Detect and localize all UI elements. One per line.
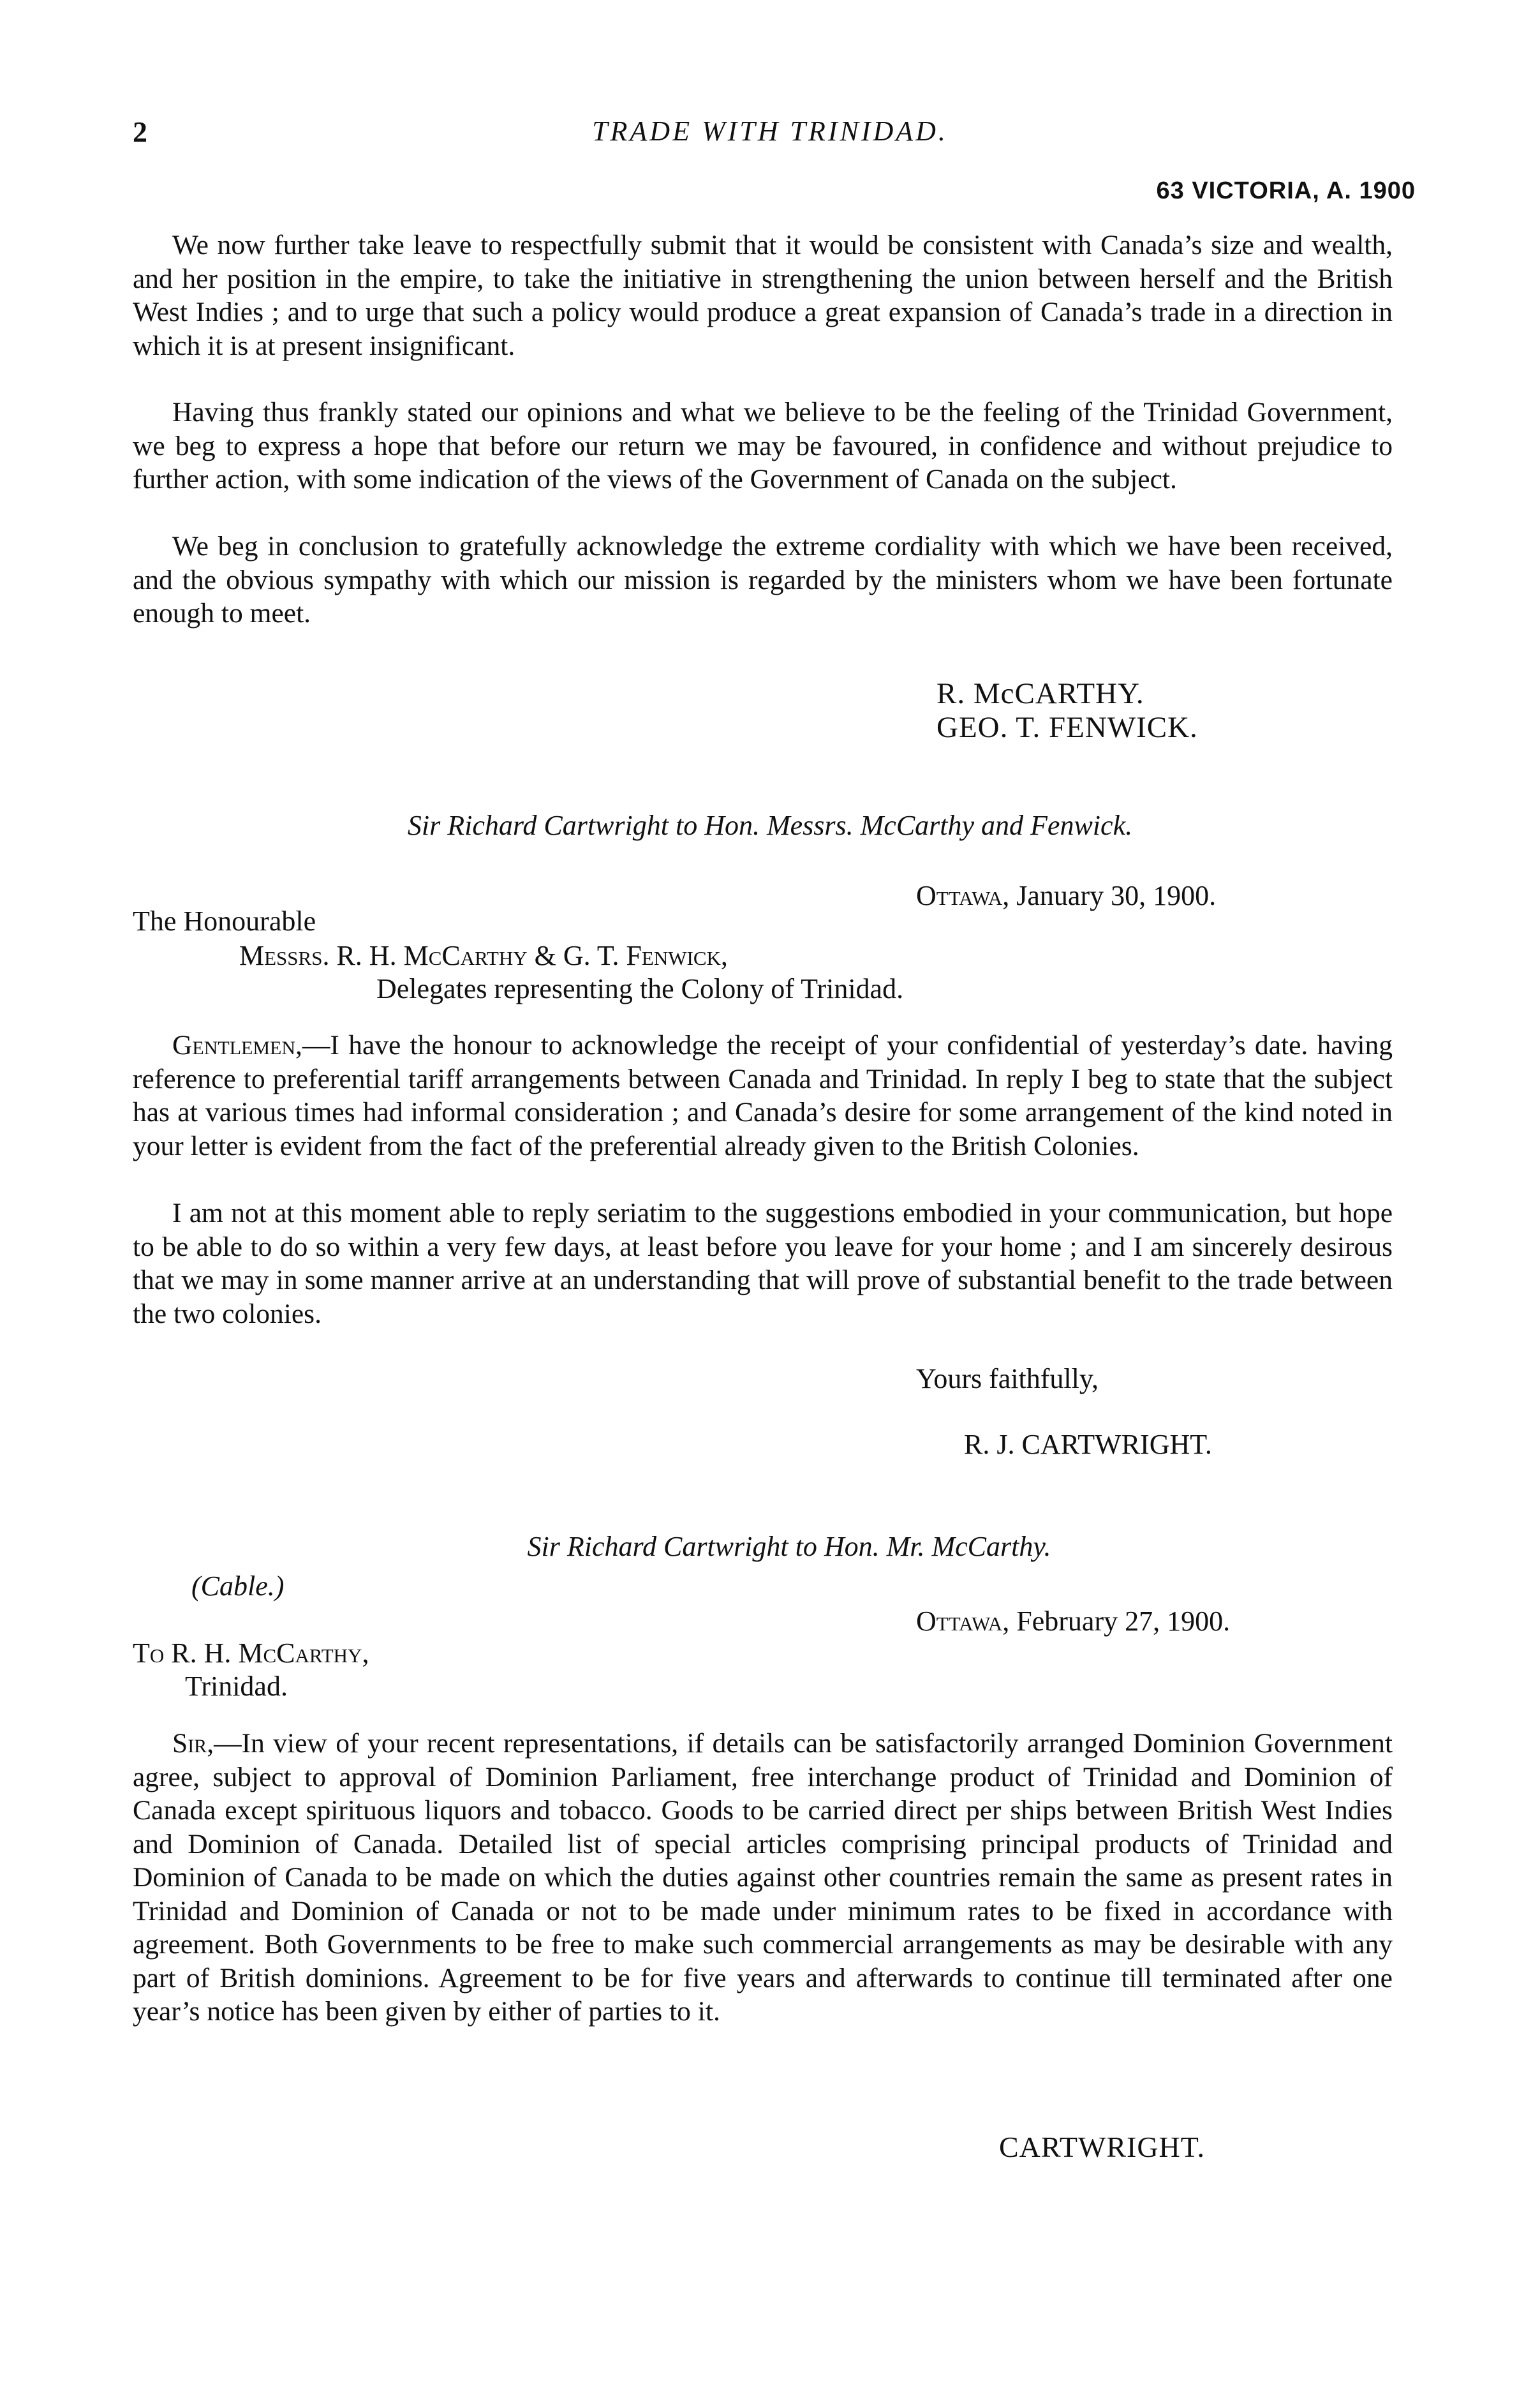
- letter-dateline: [916, 879, 1216, 912]
- signatory: R. McCARTHY.: [937, 677, 1144, 710]
- body-paragraph: Having thus frankly stated our opinions and what we believe to be the feeling of the Trinidad Government, we beg to express a hope that before our return we may be favoured, in confidence and without prejudice to further action, with some indication of the views of the Government of Canada on the subject.: [133, 397, 1393, 495]
- running-title: TRADE WITH TRINIDAD.: [592, 115, 948, 147]
- page-number: 2: [133, 115, 147, 148]
- dateline-date: February 27, 1900.: [1016, 1605, 1231, 1637]
- address-line: Messrs. R. H. McCarthy & G. T. Fenwick,: [239, 940, 728, 971]
- letter-signature: R. J. CARTWRIGHT.: [964, 1429, 1212, 1460]
- address-line: Delegates representing the Colony of Trinidad.: [376, 973, 904, 1004]
- body-paragraph: We beg in conclusion to gratefully acknowledge the extreme cordiality with which we have been received, and the obvious sympathy with which our mission is regarded by the ministers whom we have been fortunate enough to meet.: [133, 531, 1393, 629]
- address-line: To R. H. McCarthy,: [133, 1637, 369, 1669]
- session-label: 63 VICTORIA, A. 1900: [1156, 177, 1416, 204]
- signatory: GEO. T. FENWICK.: [937, 711, 1198, 744]
- paragraph-text: —I have the honour to acknowledge the receipt of your confidential of yesterday’s date. having reference to preferential tariff arrangements between Canada and Trinidad. In reply I beg to state that the subject has at various times had informal consideration ; and Canada’s desire for some arrangement of the kind noted in your letter is evident from the fact of the preferential already given to the British Colonies.: [133, 1030, 1393, 1161]
- body-paragraph: [133, 1029, 1393, 1163]
- letter-dateline: [916, 1605, 1230, 1637]
- letter-heading: Sir Richard Cartwright to Hon. Mr. McCarthy.: [527, 1531, 1051, 1562]
- dateline-place: Ottawa,: [916, 880, 1010, 911]
- address-line: The Honourable: [133, 905, 316, 937]
- letter-signature: CARTWRIGHT.: [999, 2131, 1205, 2163]
- body-paragraph: [133, 1727, 1393, 2029]
- body-paragraph: We now further take leave to respectfully submit that it would be consistent with Canada’s size and wealth, and her position in the empire, to take the initiative in strengthening the union between herself and the British West Indies ; and to urge that such a policy would produce a great expansion of Canada’s trade in a direction in which it is at present insignificant.: [133, 230, 1393, 361]
- salutation: Gentlemen,: [172, 1030, 302, 1061]
- dateline-date: January 30, 1900.: [1016, 880, 1217, 911]
- paragraph-text: —In view of your recent representations, if details can be satisfactorily arranged Dominion Government agree, subject to approval of Dominion Parliament, free interchange product of Trinidad and Dominion of Canada except spirituous liquors and tobacco. Goods to be carried direct per ships between British West Indies and Dominion of Canada. Detailed list of special articles comprising principal products of Trinidad and Dominion of Canada to be made on which the duties against other countries remain the same as present rates in Trinidad and Dominion of Canada or not to be made under minimum rates to be fixed in accordance with agreement. Both Governments to be free to make such commercial arrangements as may be desirable with any part of British dominions. Agreement to be for five years and afterwards to continue till terminated after one year’s notice has been given by either of parties to it.: [133, 1728, 1393, 2027]
- dateline-place: Ottawa,: [916, 1605, 1010, 1637]
- cable-note: (Cable.): [191, 1570, 285, 1602]
- body-paragraph: I am not at this moment able to reply seriatim to the suggestions embodied in your communication, but hope to be able to do so within a very few days, at least before you leave for your home ; and I am sincerely desirous that we may in some manner arrive at an understanding that will prove of substantial benefit to the trade between the two colonies.: [133, 1198, 1393, 1329]
- letter-closing: Yours faithfully,: [916, 1363, 1099, 1394]
- salutation: Sir,: [172, 1728, 214, 1759]
- letter-heading: Sir Richard Cartwright to Hon. Messrs. McCarthy and Fenwick.: [407, 810, 1133, 841]
- address-line: Trinidad.: [185, 1671, 288, 1702]
